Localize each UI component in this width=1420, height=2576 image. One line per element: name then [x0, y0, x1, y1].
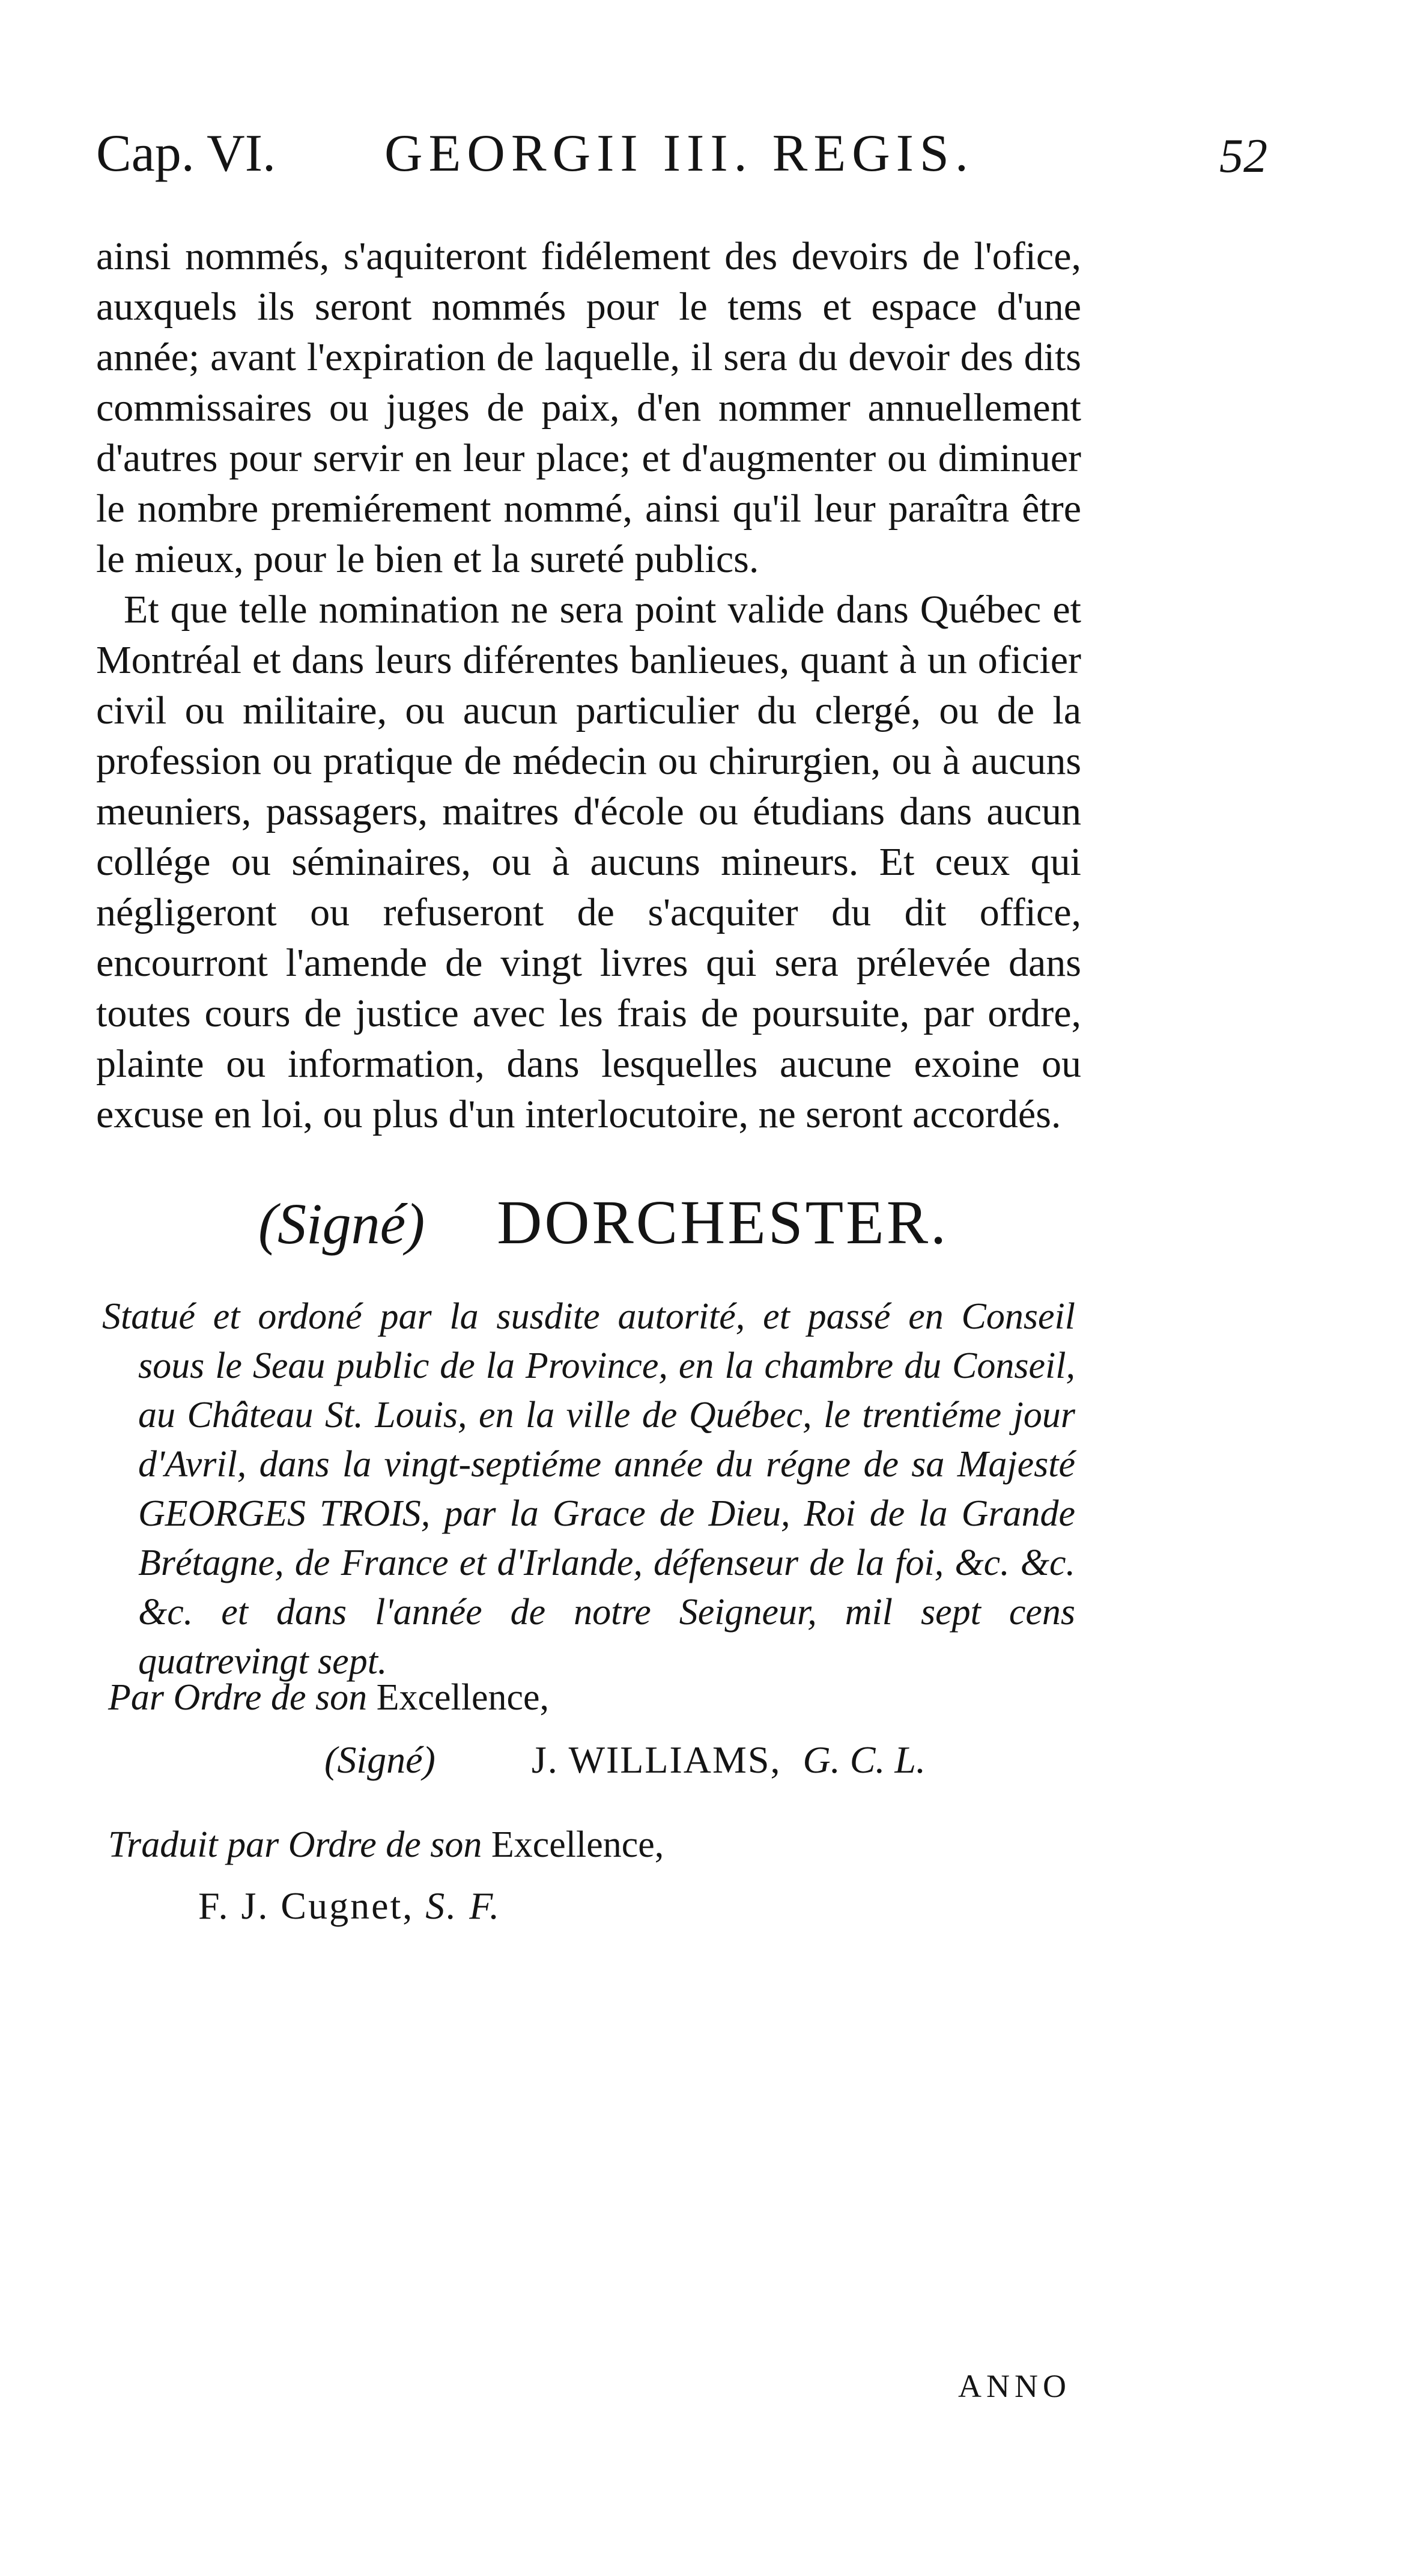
by-order-excellence: Excellence,: [376, 1677, 550, 1718]
catchword: ANNO: [958, 2368, 1071, 2404]
enactment-clause: [102, 1292, 1075, 1686]
page-number: 52: [1219, 130, 1267, 183]
body-text: [96, 231, 1081, 1140]
translated-prefix: Traduit par Ordre de son: [108, 1824, 482, 1865]
signature-block: [258, 1187, 948, 1258]
by-order-prefix: Par Ordre de son: [108, 1677, 368, 1718]
signatory-name: DORCHESTER.: [497, 1188, 949, 1257]
translated-by-line: [108, 1824, 664, 1866]
secretary-signature: [324, 1738, 926, 1782]
translated-excellence: Excellence,: [491, 1824, 664, 1865]
paragraph-1: ainsi nommés, s'aquiteront fidélement des devoirs de l'ofice, auxquels ils seront nommés pour le tems et espace d'une année; avant l'expiration de laquelle, il sera du devoir des dits commissaires ou juges de paix, d'en nommer annuellement d'autres pour servir en leur place; et d'augmenter ou diminuer le nombre premiérement nommé, ainsi qu'il leur paraîtra être le mieux, pour le bien et la sureté publics.: [96, 234, 1081, 581]
translator-name: F. J. Cugnet,: [198, 1884, 414, 1927]
translator-title: S. F.: [425, 1884, 502, 1927]
enactment-body: sous le Seau public de la Province, en la chambre du Conseil, au Château St. Louis, en la ville de Québec, le trentiéme jour d'Avril, dans la vingt-septiéme année du régne de sa Majesté GEORGES TROIS, par la Grace de Dieu, Roi de la Grande Brétagne, de France et d'Irlande, défenseur de la foi, &c. &c. &c. et dans l'année de notre Seigneur, mil sept cens quatrevingt sept.: [138, 1345, 1075, 1682]
secretary-signed-label: (Signé): [324, 1738, 435, 1781]
running-head-title: GEORGII III. REGIS.: [384, 124, 974, 183]
signed-label: (Signé): [258, 1192, 425, 1256]
translator-signature: [198, 1884, 501, 1928]
paragraph-2: Et que telle nomination ne sera point valide dans Québec et Montréal et dans leurs diférentes banlieues, quant à un oficier civil ou militaire, ou aucun particulier du clergé, ou de la profession ou pratique de médecin ou chirurgien, ou à aucuns meuniers, passagers, maitres d'école ou étudians dans aucun collége ou séminaires, ou à aucuns mineurs. Et ceux qui négligeront ou refuseront de s'acquiter du dit office, encourront l'amende de vingt livres qui sera prélevée dans toutes cours de justice avec les frais de poursuite, par ordre, plainte ou information, dans lesquelles aucune exoine ou excuse en loi, ou plus d'un interlocutoire, ne seront accordés.: [96, 588, 1081, 1136]
running-head-chapter: Cap. VI.: [96, 124, 276, 183]
secretary-name: J. WILLIAMS,: [531, 1738, 781, 1781]
by-order-line: [108, 1676, 549, 1719]
secretary-title: G. C. L.: [803, 1738, 926, 1781]
enactment-first-line: Statué et ordoné par la susdite autorité, et passé en Conseil: [102, 1296, 1075, 1337]
